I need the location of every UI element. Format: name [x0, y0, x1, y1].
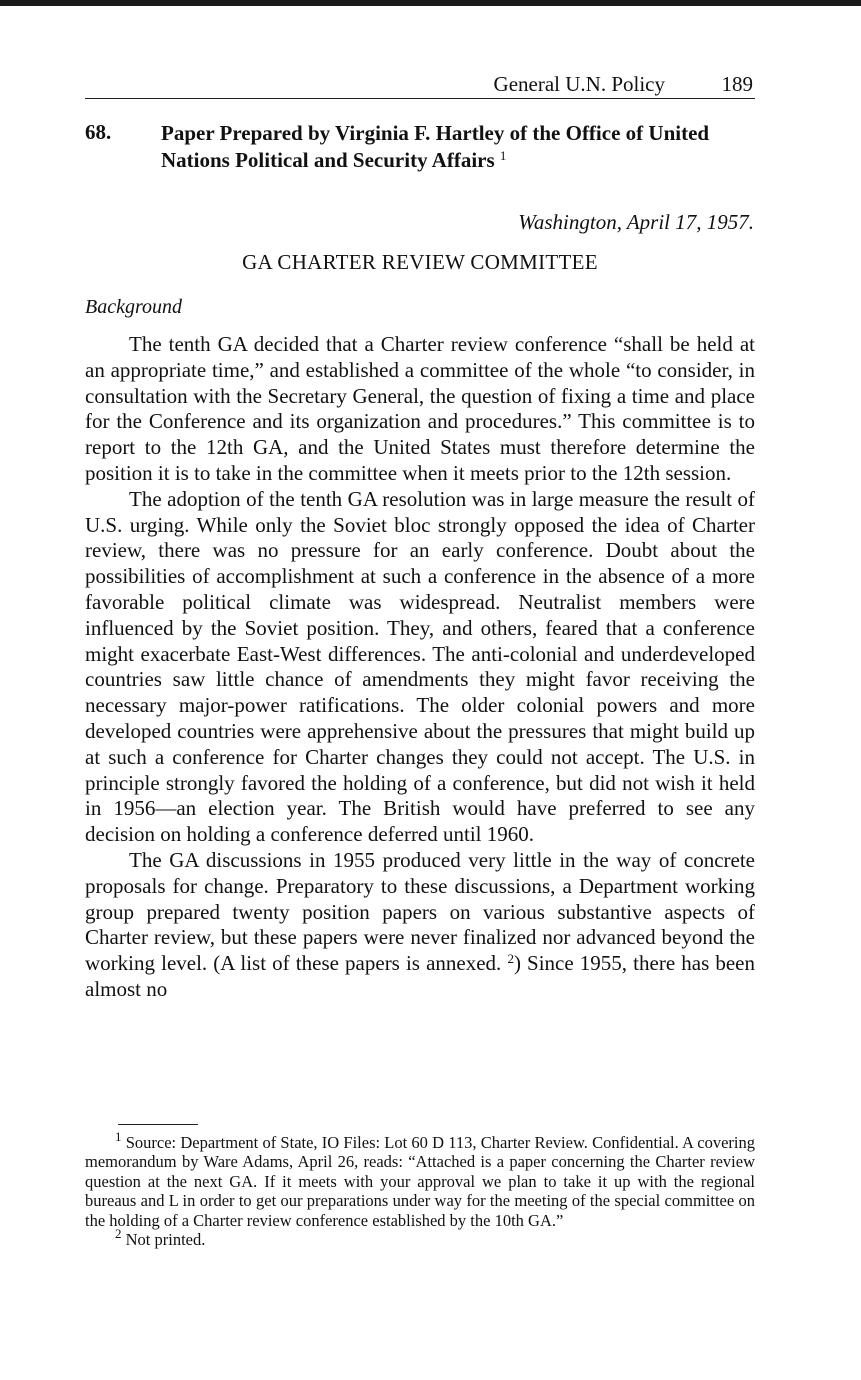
footnote-divider [118, 1124, 198, 1125]
footnote-1-text: Source: Department of State, IO Files: Lot 60 D 113, Charter Review. Confidential. A covering memorandum by Ware Adams, April 26, reads: “Attached is a paper concerning the Charter review question at the next GA. If it meets with your approval we plan to take it up with the regional bureaus and L in order to get our preparations under way for the meeting of the special committee on the holding of a Charter review conference established by the 10th GA.” [85, 1133, 756, 1230]
running-header [85, 72, 755, 99]
footnote-1-marker: 1 [115, 1129, 122, 1144]
paragraph-3 [85, 848, 755, 1003]
footnote-ref-1[interactable]: 1 [499, 148, 507, 163]
document-title [161, 120, 755, 174]
footnote-2-marker: 2 [115, 1226, 122, 1242]
section-heading-background: Background [85, 296, 183, 318]
footnote-1 [85, 1129, 756, 1230]
footnote-2-text: Not printed. [125, 1230, 206, 1250]
header-section-title: General U.N. Policy [493, 72, 665, 96]
paragraph-2: The adoption of the tenth GA resolution was in large measure the result of U.S. urging. While only the Soviet bloc strongly opposed the idea of Charter review, there was no pressure for an early conference. Doubt about the possibilities of accomplishment at such a conference in the absence of a more favorable political climate was widespread. Neutralist members were influenced by the Soviet position. They, and others, feared that a conference might exacerbate East-West differences. The anti-colonial and underdeveloped countries saw little chance of amendments they might favor receiving the necessary major-power ratifications. The older colonial powers and more developed countries were apprehensive about the pressures that might build up at such a conference for Charter changes they could not accept. The U.S. in principle strongly favored the holding of a conference, but did not wish it held in 1956—an election year. The British would have preferred to see any decision on holding a conference deferred until 1960. [85, 486, 755, 847]
footnotes [85, 1124, 755, 1249]
page-top-edge [0, 0, 861, 6]
document-title-text: Paper Prepared by Virginia F. Hartley of the Office of United Nations Political and Security Affairs [161, 121, 710, 172]
document-number: 68. [85, 120, 112, 144]
dateline: Washington, April 17, 1957. [518, 210, 754, 234]
body-text [85, 332, 755, 1003]
footnote-2 [85, 1226, 755, 1250]
paragraph-3-text-a: The GA discussions in 1955 produced very little in the way of concrete proposals for change. Preparatory to these discussions, a Department working group prepared twenty position papers on various substantive aspects of Charter review, but these papers were never finalized nor advanced beyond the working level. (A list of these papers is annexed. [85, 847, 755, 976]
paragraph-3-text-b: ) Since 1955, there has been almost no [85, 951, 756, 1001]
footnote-ref-2[interactable]: 2 [507, 951, 514, 967]
paragraph-1: The tenth GA decided that a Charter review conference “shall be held at an appropriate time,” and established a committee of the whole “to consider, in consultation with the Secretary General, the question of fixing a time and place for the Conference and its organization and procedures.” This committee is to report to the 12th GA, and the United States must therefore determine the position it is to take in the committee when it meets prior to the 12th session. [85, 332, 755, 485]
committee-heading: GA CHARTER REVIEW COMMITTEE [242, 250, 598, 274]
page-number: 189 [721, 72, 753, 96]
